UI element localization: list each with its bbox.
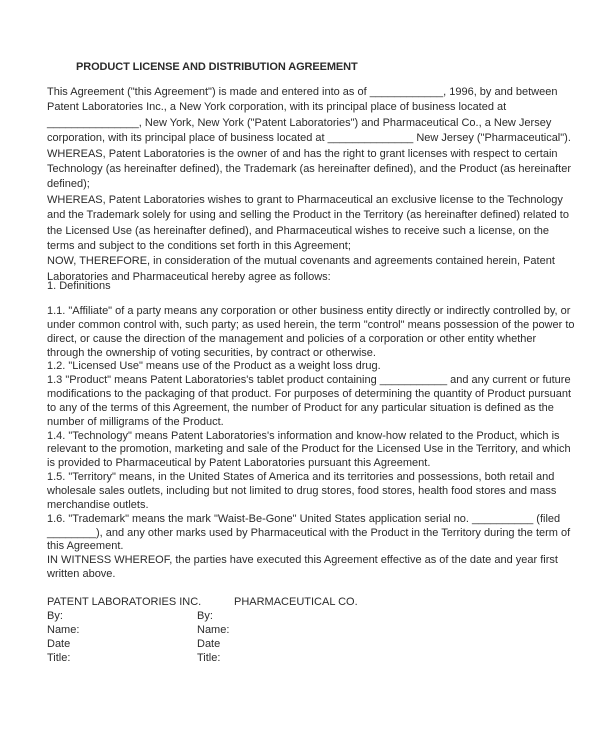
signature-block-pharmaceutical xyxy=(197,596,358,665)
text-line: merchandise outlets. xyxy=(47,498,149,511)
text-line: _______________, New York, New York ("Patent Laboratories") and Pharmaceutical Co., a New Jersey xyxy=(47,116,552,129)
text-line: direct, or cause the direction of the management and policies of a corporation or other entity whether xyxy=(47,332,537,345)
signature-field-label: Name: xyxy=(197,623,230,636)
text-line: terms and subject to the conditions set forth in this Agreement; xyxy=(47,239,351,252)
text-line: is provided to Pharmaceutical by Patent Laboratories pursuant this Agreement. xyxy=(47,457,431,470)
text-line: WHEREAS, Patent Laboratories is the owner of and has the right to grant licenses with respect to certain xyxy=(47,147,558,160)
text-line: 1.2. "Licensed Use" means use of the Product as a weight loss drug. xyxy=(47,360,381,373)
text-line: 1.3 "Product" means Patent Laboratories's tablet product containing ___________ and any current or future xyxy=(47,374,571,387)
text-line: the Licensed Use (as hereinafter defined), and Pharmaceutical wishes to receive such a license, on the xyxy=(47,224,550,237)
text-line: relevant to the promotion, marketing and sale of the Product for the Licensed Use in the Territory, and which xyxy=(47,443,571,456)
text-line: this Agreement. xyxy=(47,540,124,553)
signature-field-label: Name: xyxy=(47,623,80,636)
text-line: NOW, THEREFORE, in consideration of the mutual covenants and agreements contained herein, Patent xyxy=(47,255,555,268)
text-line: corporation, with its principal place of business located at ______________ New Jersey ("Pharmaceutical"). xyxy=(47,132,571,145)
signature-field-label: Title: xyxy=(47,651,71,664)
signature-field-label: Date xyxy=(197,637,221,650)
intro-section xyxy=(47,85,571,285)
text-line: Technology (as hereinafter defined), the Trademark (as hereinafter defined), and the Product (as hereinafter xyxy=(47,162,572,175)
text-line: WHEREAS, Patent Laboratories wishes to grant to Pharmaceutical an exclusive license to the Technology xyxy=(47,193,563,206)
signature-field-label: By: xyxy=(47,609,63,622)
text-line: to any of the terms of this Agreement, the number of Product for any particular situation is defined as the xyxy=(47,401,554,414)
heading-text: 1. Definitions xyxy=(47,280,111,292)
text-line: IN WITNESS WHEREOF, the parties have executed this Agreement effective as of the date and year first xyxy=(47,554,558,567)
text-line: defined); xyxy=(47,178,90,191)
signature-field-label: Date xyxy=(47,637,71,650)
party-name: PHARMACEUTICAL CO. xyxy=(234,596,358,608)
party-name: PATENT LABORATORIES INC. xyxy=(47,596,202,608)
text-line: and the Trademark solely for using and selling the Product in the Territory (as hereinafter defined) related to xyxy=(47,209,569,222)
text-line: Laboratories and Pharmaceutical hereby agree as follows: xyxy=(47,270,331,283)
text-line: through the ownership of voting securities, by contract or otherwise. xyxy=(47,346,376,359)
text-line: 1.1. "Affiliate" of a party means any corporation or other business entity directly or indirectly controlled by, or xyxy=(47,305,571,317)
signature-block-patent-laboratories xyxy=(47,596,201,665)
text-line: ________), and any other marks used by Pharmaceutical with the Product in the Territory during the term of xyxy=(47,526,571,539)
text-line: wholesale sales outlets, including but not limited to drug stores, food stores, health food stores and mass xyxy=(47,484,557,497)
document-title: PRODUCT LICENSE AND DISTRIBUTION AGREEMENT xyxy=(76,61,358,73)
text-line: Patent Laboratories Inc., a New York corporation, with its principal place of business located at xyxy=(47,101,507,114)
definitions-section xyxy=(47,305,575,582)
text-line: 1.4. "Technology" means Patent Laboratories's information and know-how related to the Product, which is xyxy=(47,429,560,442)
signature-field-label: Title: xyxy=(197,651,221,664)
signature-field-label: By: xyxy=(197,609,213,622)
text-line: modifications to the packaging of that product. For purposes of determining the quantity of Product pursuant xyxy=(47,388,572,401)
text-line: under common control with, such party; as used herein, the term "control" means possession of the power to xyxy=(47,318,575,331)
text-line: 1.5. "Territory" means, in the United States of America and its territories and possessions, both retail and xyxy=(47,471,555,484)
text-line: written above. xyxy=(47,568,116,581)
text-line: This Agreement ("this Agreement") is made and entered into as of ____________, 1996, by and between xyxy=(47,86,558,98)
text-line: number of milligrams of the Product. xyxy=(47,415,224,428)
definitions-heading xyxy=(47,279,111,294)
text-line: 1.6. "Trademark" means the mark "Waist-Be-Gone" United States application serial no. __________ (filed xyxy=(47,512,561,525)
